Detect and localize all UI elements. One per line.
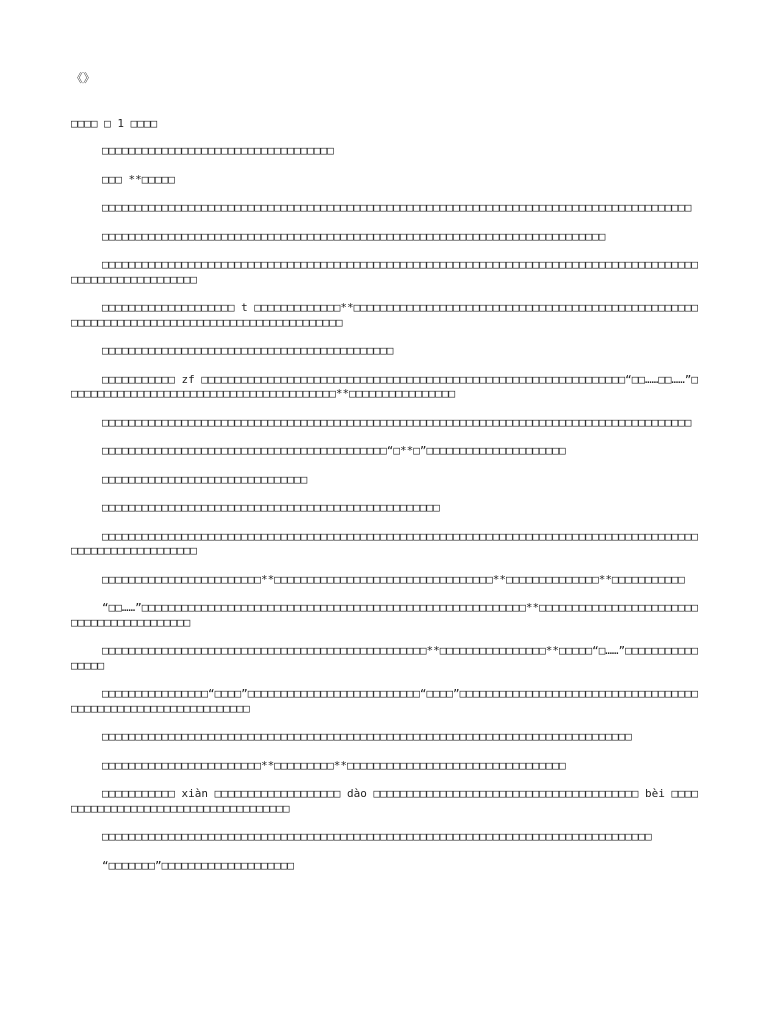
paragraph: “□□□□□□□”□□□□□□□□□□□□□□□□□□□□	[102, 858, 295, 872]
paragraph: □□□□□□□□□□□□□□□□□□□□□□□□□□□□□□□□□□□□□□□□□□□□□□□□□□□□□□□□□□□□□□□□□□□□□□□□□□□□□□□□□□□□□□□□□□□□□□□□□□□□□□□□□□□□□	[71, 529, 699, 557]
paragraph: □□□□□□□□□□□□□□□□□□□□ t □□□□□□□□□□□□□**□□□□□□□□□□□□□□□□□□□□□□□□□□□□□□□□□□□□□□□□□□□□□□□□□□□□□□□□□□□□□□□□□□□□□□□□□□□□□□□□□□□□□□□□□□□□□	[71, 301, 699, 329]
paragraph: □□□□□□□□□□□□□□□□□□□□□□□□□□□□□□□□□□□□□□□□□□□□□□□□□□□□□□□□□□□□□□□□□□□□□□□□□□□□	[102, 229, 606, 243]
paragraph: “□□……”□□□□□□□□□□□□□□□□□□□□□□□□□□□□□□□□□□□□□□□□□□□□□□□□□□□□□□□□□□**□□□□□□□□□□□□□□□□□□□□□□□□□□□□□□□□□□□□□□□□□□	[71, 601, 699, 629]
paragraph: □□□□□□□□□□□□□□□□□□□□□□□□□□□□□□□□□□□□□□□□□□□□□□□□□□□□□□□□□□□□□□□□□□□□□□□□□□□□□□□□□□□	[102, 830, 652, 843]
paragraph: □□□□□□□□□□□□□□□□“□□□□”□□□□□□□□□□□□□□□□□□□□□□□□□□“□□□□”□□□□□□□□□□□□□□□□□□□□□□□□□□□□□□□□□□□□□□□□□□□□□□□□□□□□□□□□□□□□□□□	[71, 687, 699, 715]
body-text	[71, 144, 703, 873]
chapter-heading: □□□□ □ 1 □□□□	[71, 117, 158, 130]
paragraph: □□□□□□□□□□□□□□□□□□□□□□□□□□□□□□□□□□□□□□□□□□□□□□□□□□□□□□□□□□□□□□□□□□□□□□□□□□□□□□□□□□□□□□□□□	[102, 201, 692, 214]
paragraph: □□□□□□□□□□□□□□□□□□□□□□□□□□□□□□□□□□□□□□□□□□□□□□□□□□□	[102, 501, 440, 514]
paragraph: □□□□□□□□□□□□□□□□□□□□□□□□□□□□□□□□□□□□□□□□□□□□□□□□□□□□□□□□□□□□□□□□□□□□□□□□□□□□□□□□□□□□□□□□□	[102, 415, 692, 429]
paragraph: □□□□□□□□□□□ zf □□□□□□□□□□□□□□□□□□□□□□□□□□□□□□□□□□□□□□□□□□□□□□□□□□□□□□□□□□□□□□□□“□□……□□……”□□□□□□□□□□□□□□□□□□□□□□□□□□□□□□□□□□□□□□□□□**□□□□□□□□□□□□□□□□	[71, 372, 699, 400]
paragraph: □□□□□□□□□□□□□□□□□□□□□□□□□□□□□□□	[102, 472, 308, 486]
paragraph: □□□□□□□□□□□□□□□□□□□□□□□□□□□□□□□□□□□□□□□□□□□□□□□□□□□□□□□□□□□□□□□□□□□□□□□□□□□□□□□□□□□□□□□□□□□□□□□□□□□□□□□□□□□□□	[71, 258, 699, 286]
paragraph: □□□□□□□□□□□□□□□□□□□□□□□□□□□□□□□□□□□□□□□□□□□“□**□”□□□□□□□□□□□□□□□□□□□□□	[102, 444, 566, 457]
book-title: 《》	[71, 71, 96, 85]
paragraph: □□□ **□□□□□	[102, 172, 175, 186]
paragraph: □□□□□□□□□□□ xiàn □□□□□□□□□□□□□□□□□□□ dào □□□□□□□□□□□□□□□□□□□□□□□□□□□□□□□□□□□□□□□□ bèi □□□□□□□□□□□□□□□□□□□□□□□□□□□□□□□□□□□□□	[71, 787, 699, 815]
paragraph: □□□□□□□□□□□□□□□□□□□□□□□□□□□□□□□□□□□□□□□□□□□□	[102, 344, 394, 357]
document-page	[71, 70, 703, 887]
paragraph: □□□□□□□□□□□□□□□□□□□□□□□□□□□□□□□□□□□□□□□□□□□□□□□□□**□□□□□□□□□□□□□□□□**□□□□□“□……”□□□□□□□□□□□□□□□□	[71, 644, 699, 672]
paragraph: □□□□□□□□□□□□□□□□□□□□□□□□**□□□□□□□□□□□□□□□□□□□□□□□□□□□□□□□□□**□□□□□□□□□□□□□□**□□□□□□□□□□□	[102, 572, 685, 586]
paragraph: □□□□□□□□□□□□□□□□□□□□□□□□**□□□□□□□□□**□□□□□□□□□□□□□□□□□□□□□□□□□□□□□□□□□	[102, 758, 566, 772]
paragraph: □□□□□□□□□□□□□□□□□□□□□□□□□□□□□□□□□□□□□□□□□□□□□□□□□□□□□□□□□□□□□□□□□□□□□□□□□□□□□□□□	[102, 730, 632, 743]
paragraph: □□□□□□□□□□□□□□□□□□□□□□□□□□□□□□□□□□□	[102, 144, 334, 157]
